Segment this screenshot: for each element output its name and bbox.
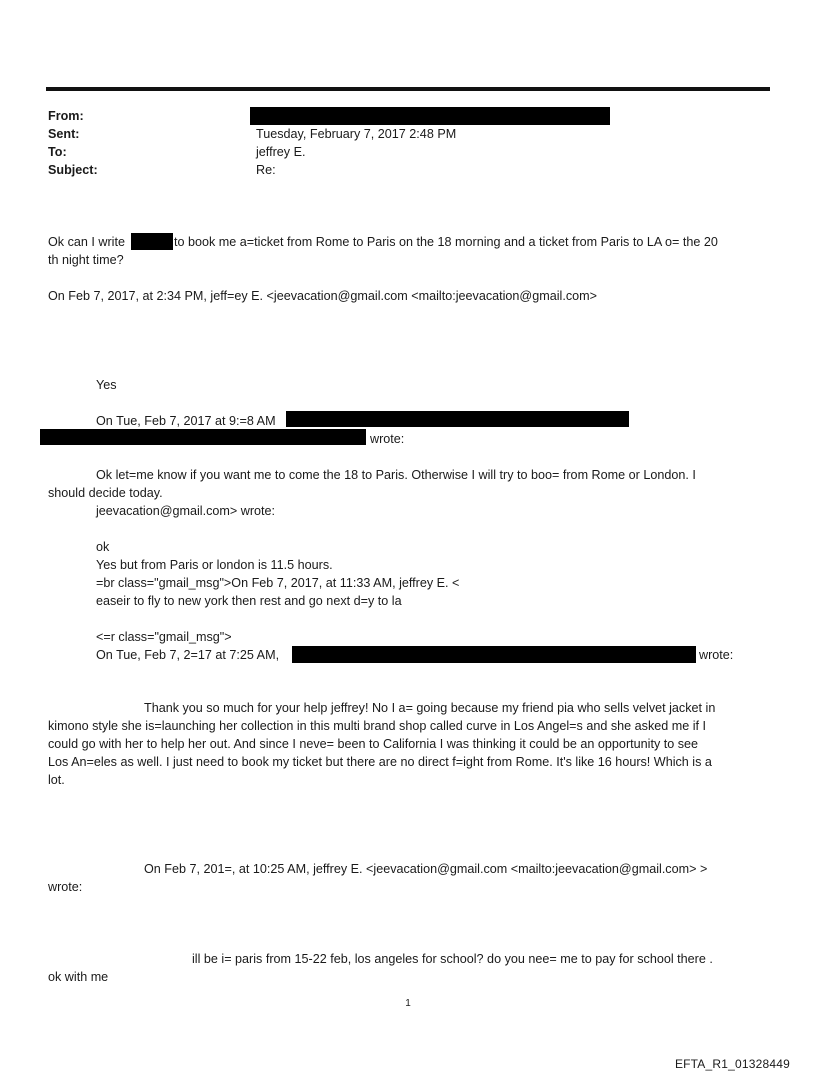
body-p3-line1: Ok let=me know if you want me to come the 18 to Paris. Otherwise I will try to boo= from Rome or London. I xyxy=(96,468,696,482)
wrote-3: wrote: xyxy=(48,880,83,894)
body-p4-line5: lot. xyxy=(48,773,65,787)
redaction-from xyxy=(250,107,610,125)
quote-header-4: On Feb 7, 201=, at 10:25 AM, jeffrey E. <jeevacation@gmail.com <mailto:jeevacation@gmail.com> > xyxy=(144,862,708,876)
page-number: 1 xyxy=(405,998,411,1009)
sent-label: Sent: xyxy=(48,127,80,141)
body-p1-rest: to book me a=ticket from Rome to Paris on the 18 morning and a ticket from Paris to LA o= the 20 xyxy=(174,235,718,249)
body-p3-line2: should decide today. xyxy=(48,486,163,500)
body-p6-line1: ill be i= paris from 15-22 feb, los angeles for school? do you nee= me to pay for school there . xyxy=(192,952,713,966)
from-label: From: xyxy=(48,109,84,123)
reply-line-4: <=r class="gmail_msg"> xyxy=(96,630,232,644)
body-p1-start: Ok can I write xyxy=(48,235,125,249)
redaction-name-1 xyxy=(131,233,173,250)
reply-line-2: =br class="gmail_msg">On Feb 7, 2017, at 11:33 AM, jeffrey E. < xyxy=(96,576,460,590)
body-p6-line2: ok with me xyxy=(48,970,109,984)
reply-yes: Yes xyxy=(96,378,117,392)
quote-header-3: On Tue, Feb 7, 2=17 at 7:25 AM, xyxy=(96,648,280,662)
body-p4-line3: could go with her to help her out. And since I neve= been to California I was thinking it could be an opportunity to see xyxy=(48,737,699,751)
body-p4-line4: Los An=eles as well. I just need to book my ticket but there are no direct f=ight from Rome. It's like 16 hours! Which is a xyxy=(48,755,712,769)
body-p4-line1: Thank you so much for your help jeffrey! No I a= going because my friend pia who sells velvet jacket in xyxy=(144,701,716,715)
to-label: To: xyxy=(48,145,67,159)
header-divider xyxy=(46,87,770,91)
quote-header-2: On Tue, Feb 7, 2017 at 9:=8 AM xyxy=(96,414,276,428)
body-p1-end: th night time? xyxy=(48,253,124,267)
reply-ok: ok xyxy=(96,540,110,554)
reply-line-3: easeir to fly to new york then rest and go next d=y to la xyxy=(96,594,402,608)
redaction-email-1a xyxy=(286,411,629,427)
wrote-2: wrote: xyxy=(699,648,734,662)
document-id: EFTA_R1_01328449 xyxy=(674,1057,790,1071)
redaction-email-2 xyxy=(292,646,696,663)
subject-label: Subject: xyxy=(48,163,98,177)
wrote-1: wrote: xyxy=(370,432,405,446)
reply-line-1: Yes but from Paris or london is 11.5 hours. xyxy=(96,558,333,572)
sent-value: Tuesday, February 7, 2017 2:48 PM xyxy=(256,127,457,141)
subject-value: Re: xyxy=(256,163,276,177)
redaction-email-1b xyxy=(40,429,366,445)
quote-header-1: On Feb 7, 2017, at 2:34 PM, jeff=ey E. <jeevacation@gmail.com <mailto:jeevacation@gmail.com> xyxy=(48,289,597,303)
body-p4-line2: kimono style she is=launching her collection in this multi brand shop called curve in Los Angel=s and she asked me if I xyxy=(48,719,707,733)
to-value: jeffrey E. xyxy=(256,145,306,159)
body-p3-line3: jeevacation@gmail.com> wrote: xyxy=(96,504,276,518)
